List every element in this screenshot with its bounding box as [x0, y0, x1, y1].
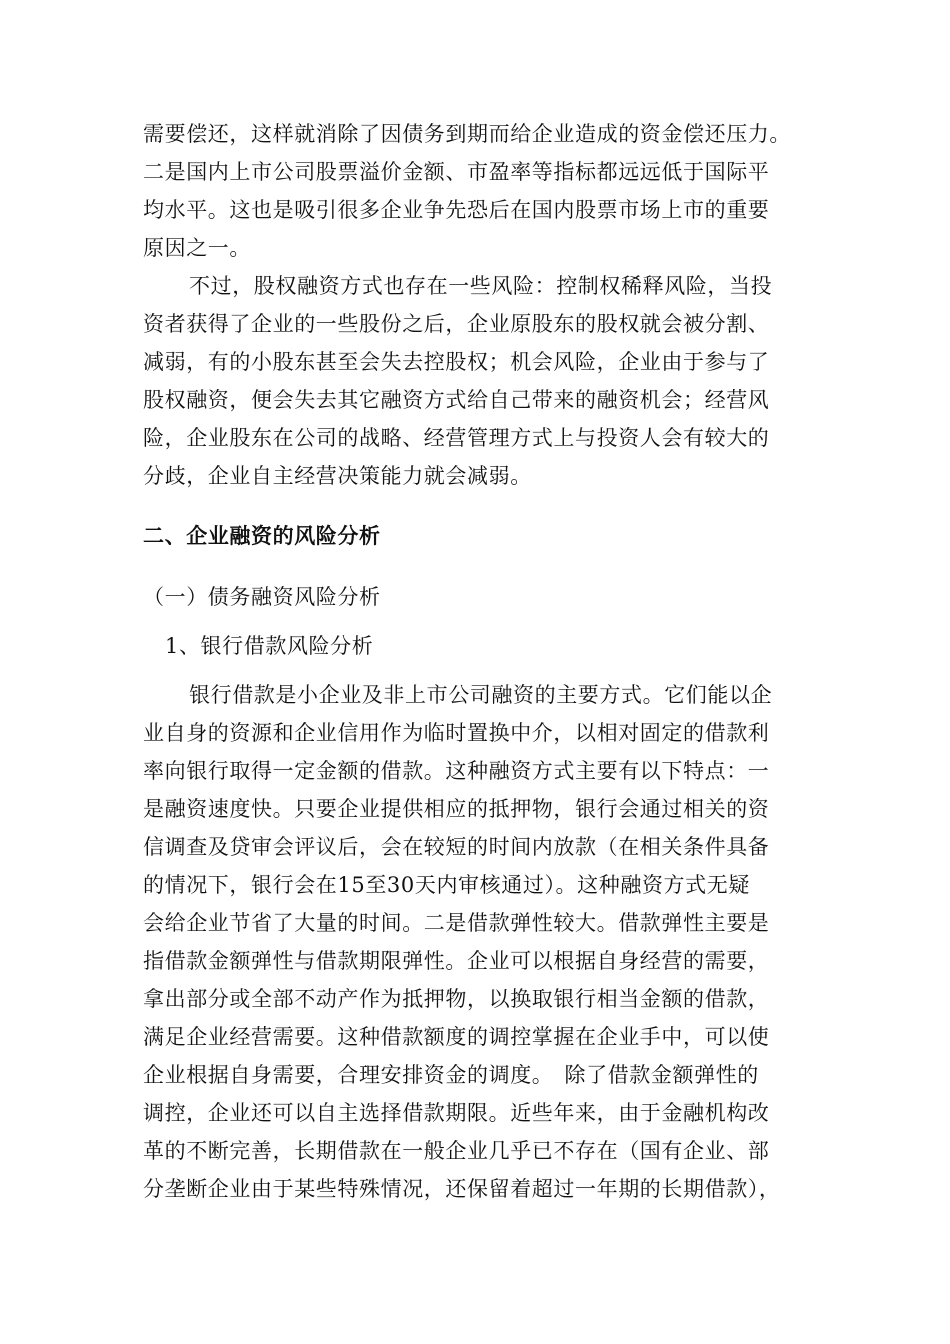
- paragraph-line: 的情况下，银行会在15至30天内审核通过）。这种融资方式无疑: [143, 873, 750, 897]
- paragraph-line: 不过，股权融资方式也存在一些风险：控制权稀释风险，当投: [189, 274, 773, 298]
- paragraph-line: 险，企业股东在公司的战略、经营管理方式上与投资人会有较大的: [143, 426, 770, 450]
- paragraph-line: 业自身的资源和企业信用作为临时置换中介，以相对固定的借款利: [143, 721, 770, 745]
- paragraph-line: 率向银行取得一定金额的借款。这种融资方式主要有以下特点：一: [143, 759, 770, 783]
- paragraph-line: 分歧，企业自主经营决策能力就会减弱。: [143, 464, 532, 488]
- subsection-heading: （一）债务融资风险分析: [143, 585, 381, 609]
- paragraph-line: 分垄断企业由于某些特殊情况，还保留着超过一年期的长期借款），: [143, 1177, 781, 1201]
- paragraph-line: 均水平。这也是吸引很多企业争先恐后在国内股票市场上市的重要: [143, 198, 770, 222]
- paragraph-line: 满足企业经营需要。这种借款额度的调控掌握在企业手中，可以使: [143, 1025, 770, 1049]
- paragraph-line: 股权融资，便会失去其它融资方式给自己带来的融资机会；经营风: [143, 388, 770, 412]
- paragraph-line: 指借款金额弹性与借款期限弹性。企业可以根据自身经营的需要，: [143, 949, 770, 973]
- paragraph-line: 减弱，有的小股东甚至会失去控股权；机会风险，企业由于参与了: [143, 350, 770, 374]
- paragraph-line: 企业根据自身需要，合理安排资金的调度。 除了借款金额弹性的: [143, 1063, 759, 1087]
- paragraph-line: 革的不断完善，长期借款在一般企业几乎已不存在（国有企业、部: [143, 1139, 770, 1163]
- paragraph-line: 调控，企业还可以自主选择借款期限。近些年来，由于金融机构改: [143, 1101, 770, 1125]
- paragraph-line: 原因之一。: [143, 236, 251, 260]
- paragraph-line: 银行借款是小企业及非上市公司融资的主要方式。它们能以企: [189, 683, 773, 707]
- paragraph-line: 二是国内上市公司股票溢价金额、市盈率等指标都远远低于国际平: [143, 160, 770, 184]
- paragraph-line: 需要偿还，这样就消除了因债务到期而给企业造成的资金偿还压力。: [143, 122, 791, 146]
- paragraph-line: 资者获得了企业的一些股份之后，企业原股东的股权就会被分割、: [143, 312, 770, 336]
- paragraph-line: 是融资速度快。只要企业提供相应的抵押物，银行会通过相关的资: [143, 797, 770, 821]
- subsubsection-heading: 1、银行借款风险分析: [165, 634, 374, 658]
- paragraph-line: 拿出部分或全部不动产作为抵押物，以换取银行相当金额的借款，: [143, 987, 770, 1011]
- paragraph-line: 会给企业节省了大量的时间。二是借款弹性较大。借款弹性主要是: [143, 911, 770, 935]
- paragraph-line: 信调查及贷审会评议后，会在较短的时间内放款（在相关条件具备: [143, 835, 770, 859]
- section-heading: 二、企业融资的风险分析: [143, 524, 381, 548]
